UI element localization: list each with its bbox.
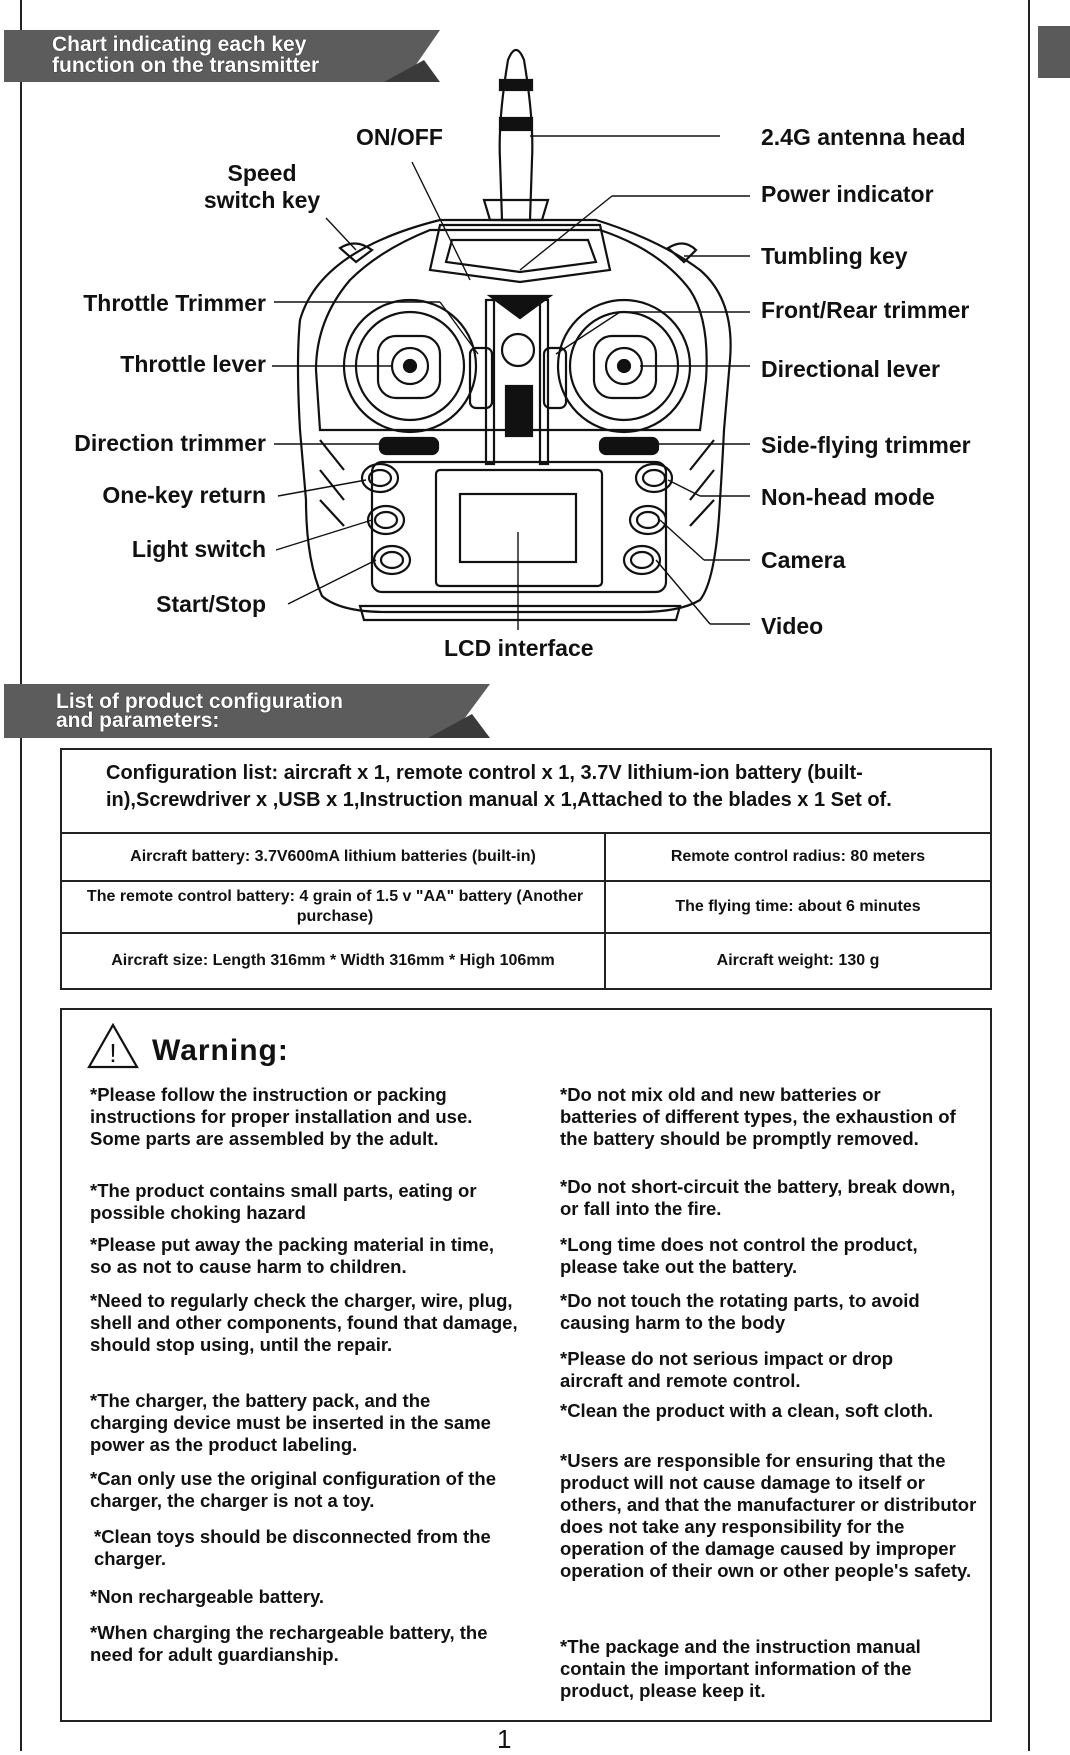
warning-left-item: *Please put away the packing material in time, so as not to cause harm to children. (90, 1234, 495, 1277)
warning-left-item: *When charging the rechargeable battery, the need for adult guardianship. (90, 1622, 488, 1665)
label-on-off: ON/OFF (356, 124, 443, 150)
config-aircraft-battery: Aircraft battery: 3.7V600mA lithium batteries (built-in) (130, 848, 536, 865)
label-light-switch: Light switch (131, 536, 266, 562)
section-banner-configuration (4, 684, 494, 738)
warning-right-item: *Do not touch the rotating parts, to avoid causing harm to the body (560, 1290, 920, 1333)
section-title-configuration: List of product configuration and parameters: (56, 690, 343, 732)
config-control-radius: Remote control radius: 80 meters (670, 848, 926, 865)
warning-left-item: *Please follow the instruction or packing instructions for proper installation and use. Some parts are assembled by the adult. (90, 1084, 473, 1149)
label-direction-trimmer: Direction trimmer (74, 430, 266, 456)
label-side-flying-trimmer: Side-flying trimmer (761, 432, 971, 458)
antenna-shape (500, 50, 533, 220)
label-throttle-trimmer: Throttle Trimmer (83, 290, 266, 316)
label-front-rear-trimmer: Front/Rear trimmer (761, 297, 970, 323)
svg-text:!: ! (109, 1038, 117, 1068)
page-number: 1 (497, 1724, 512, 1754)
label-power-indicator: Power indicator (761, 181, 934, 207)
config-remote-battery: The remote control battery: 4 grain of 1.5 v "AA" battery (Another purchase) (86, 888, 584, 925)
section-title-key-functions: Chart indicating each key function on the transmitter (52, 33, 320, 77)
label-tumbling-key: Tumbling key (761, 243, 908, 269)
label-lcd-interface: LCD interface (444, 635, 594, 661)
config-aircraft-size: Aircraft size: Length 316mm * Width 316mm * High 106mm (111, 952, 555, 969)
warning-right-item: *Users are responsible for ensuring that the product will not cause damage to itself or others, and that the manufacturer or distributor does not take any responsibility for the operation of the damage caused by improper operation of their own or other people's safety. (560, 1450, 977, 1581)
warning-right-item: *Do not short-circuit the battery, break down, or fall into the fire. (560, 1176, 956, 1219)
warning-right-item: *Clean the product with a clean, soft cloth. (560, 1400, 934, 1421)
warning-triangle-icon (86, 1022, 140, 1070)
warning-left-item: *Need to regularly check the charger, wire, plug, shell and other components, found that damage, should stop using, until the repair. (90, 1290, 518, 1355)
warning-title: Warning: (152, 1034, 289, 1067)
label-non-head-mode: Non-head mode (761, 484, 935, 510)
configuration-list: Configuration list: aircraft x 1, remote control x 1, 3.7V lithium-ion battery (built-in),Screwdriver x ,USB x 1,Instruction manual x 1,Attached to the blades x 1 Set of. (62, 750, 990, 834)
warning-right-item: *The package and the instruction manual contain the important information of the product, please keep it. (560, 1636, 921, 1701)
label-video: Video (761, 613, 824, 639)
configuration-table (60, 748, 992, 990)
label-start-stop: Start/Stop (156, 591, 266, 617)
label-one-key-return: One-key return (102, 482, 266, 508)
warning-left-item: *The product contains small parts, eating or possible choking hazard (90, 1180, 477, 1223)
label-directional-lever: Directional lever (761, 356, 940, 382)
warning-left-item: *Non rechargeable battery. (90, 1586, 325, 1607)
warning-right-item: *Do not mix old and new batteries or batteries of different types, the exhaustion of the battery should be promptly removed. (560, 1084, 956, 1149)
label-throttle-lever: Throttle lever (120, 351, 266, 377)
label-antenna-head: 2.4G antenna head (761, 124, 966, 150)
config-flying-time: The flying time: about 6 minutes (675, 898, 921, 915)
label-camera: Camera (761, 547, 846, 573)
warning-right-item: *Long time does not control the product, please take out the battery. (560, 1234, 918, 1277)
warning-left-item: *Can only use the original configuration of the charger, the charger is not a toy. (90, 1468, 496, 1511)
warning-left-item: *Clean toys should be disconnected from the charger. (94, 1526, 491, 1569)
label-speed-switch-key: Speed switch key (203, 160, 321, 213)
warning-left-item: *The charger, the battery pack, and the charging device must be inserted in the same power as the product labeling. (90, 1390, 491, 1455)
transmitter-diagram (0, 0, 1070, 680)
config-aircraft-weight: Aircraft weight: 130 g (716, 952, 880, 969)
warning-right-item: *Please do not serious impact or drop aircraft and remote control. (560, 1348, 894, 1391)
